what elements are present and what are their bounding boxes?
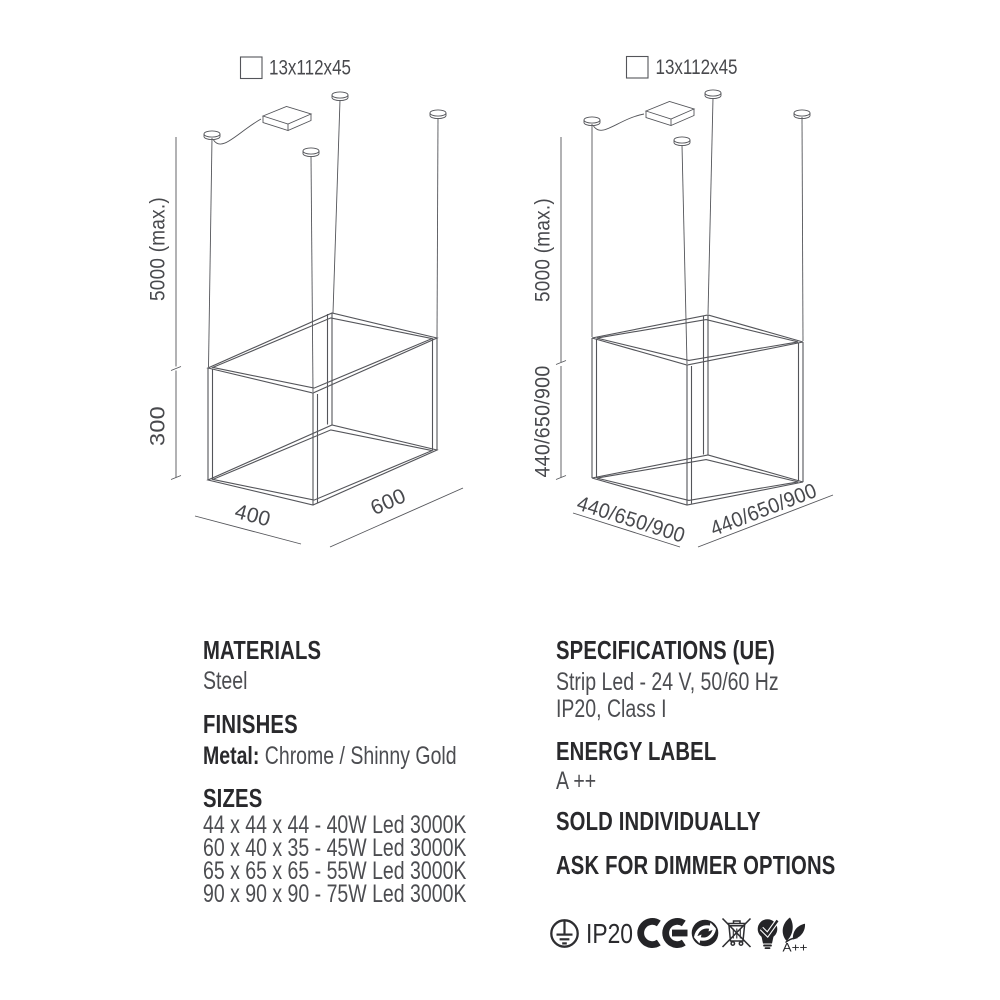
left-dim-suspension-height: 5000 (max.) bbox=[146, 185, 170, 301]
led-bulb-check-icon bbox=[758, 919, 778, 949]
left-driver-box bbox=[214, 107, 312, 145]
eco-leaf-icon bbox=[783, 918, 805, 943]
certification-icons-row bbox=[551, 918, 808, 955]
right-dim-bottom-right: 440/650/900 bbox=[707, 476, 828, 541]
specifications-heading: SPECIFICATIONS (UE) bbox=[556, 635, 775, 665]
right-driver-box bbox=[594, 102, 695, 131]
right-dim-frame-height: 440/650/900 bbox=[531, 357, 555, 478]
finishes-value: Chrome / Shinny Gold bbox=[259, 742, 457, 770]
right-dimension-lines bbox=[556, 137, 833, 551]
materials-heading: MATERIALS bbox=[203, 635, 322, 665]
right-profile-legend-label: 13x112x45 bbox=[655, 56, 738, 79]
energy-label-heading: ENERGY LABEL bbox=[556, 736, 717, 766]
sizes-heading: SIZES bbox=[203, 783, 263, 813]
left-ceiling-canopies bbox=[204, 92, 446, 157]
right-frame-box bbox=[592, 315, 803, 505]
size-item: 65 x 65 x 65 - 55W Led 3000K bbox=[203, 857, 467, 885]
right-profile-legend-square bbox=[627, 57, 649, 79]
size-item: 90 x 90 x 90 - 75W Led 3000K bbox=[203, 880, 467, 908]
finishes-line bbox=[203, 744, 457, 769]
right-lamp-diagram bbox=[531, 56, 834, 551]
sizes-list bbox=[203, 811, 467, 908]
left-profile-legend-square bbox=[241, 57, 263, 79]
dimmer-options-heading: ASK FOR DIMMER OPTIONS bbox=[556, 850, 836, 880]
earth-ground-icon bbox=[551, 920, 577, 946]
finishes-heading: FINISHES bbox=[203, 709, 298, 739]
right-ceiling-canopies bbox=[584, 90, 810, 146]
left-dim-bottom-left: 400 bbox=[232, 499, 274, 532]
size-item: 60 x 40 x 35 - 45W Led 3000K bbox=[203, 834, 467, 862]
energy-label-value: A ++ bbox=[556, 767, 597, 795]
left-frame-box bbox=[208, 313, 437, 505]
left-suspension-wires bbox=[209, 100, 439, 392]
right-dim-bottom-left: 440/650/900 bbox=[574, 491, 696, 551]
ce-mark-icon bbox=[641, 921, 688, 944]
materials-value: Steel bbox=[203, 667, 248, 695]
specifications-line-1: Strip Led - 24 V, 50/60 Hz bbox=[556, 668, 779, 696]
left-lamp-diagram bbox=[147, 57, 464, 548]
sold-individually-heading: SOLD INDIVIDUALLY bbox=[556, 806, 761, 836]
right-dim-suspension-height: 5000 (max.) bbox=[531, 186, 555, 302]
right-driver-cable bbox=[594, 114, 645, 130]
left-profile-legend-label: 13x112x45 bbox=[269, 56, 351, 80]
weee-crossed-bin-icon bbox=[723, 919, 751, 948]
energy-class-small-label: A++ bbox=[782, 942, 808, 955]
size-item: 44 x 44 x 44 - 40W Led 3000K bbox=[203, 811, 467, 839]
ip-rating-label: IP20 bbox=[586, 918, 633, 949]
specifications-line-2: IP20, Class I bbox=[556, 695, 667, 723]
left-driver-cable bbox=[214, 119, 262, 144]
left-dim-bottom-right: 600 bbox=[367, 484, 410, 520]
green-dot-recycle-icon bbox=[692, 920, 719, 947]
left-dim-frame-height: 300 bbox=[146, 410, 170, 446]
right-suspension-wires bbox=[592, 98, 803, 364]
finishes-label: Metal: bbox=[203, 742, 260, 770]
